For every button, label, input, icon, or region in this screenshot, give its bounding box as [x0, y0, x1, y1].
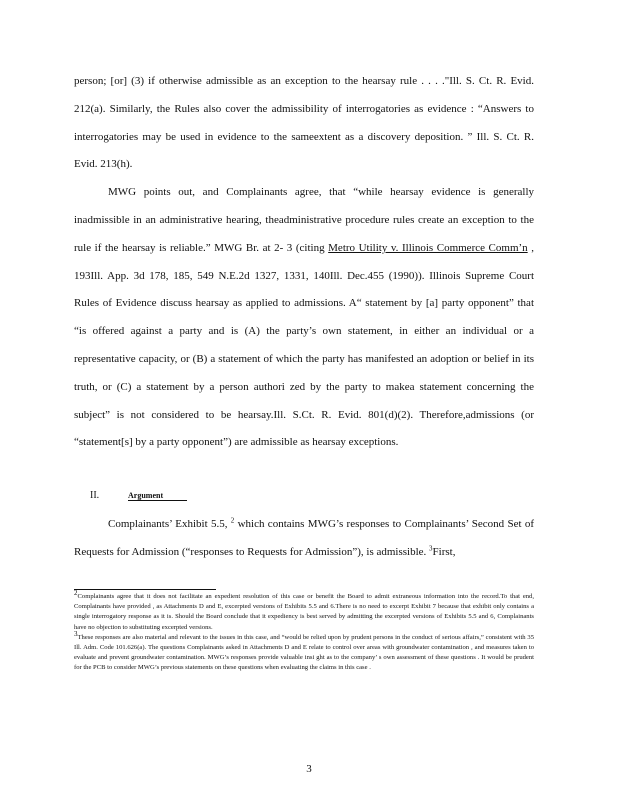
- body-text: [74, 68, 534, 457]
- footnotes: [74, 588, 534, 674]
- footnote-divider: [74, 589, 216, 590]
- footnote-ref-3: 3: [429, 544, 433, 553]
- footnote-3-text: These responses are also material and relevant to the issues in this case, and “would be relied upon by prudent persons in the conduct of serious affairs,” consistent with 35 Ill. Adm. Code 101.626(a). The questions Complainants asked in Attachments D and E relate to control over areas with groundwater contamination , and measures taken to evaluate and prevent groundwater contamination. MWG’s responses provide valuable insi ght as to the company’ s own assessment of these questions . It would be prudent for the PCB to consider MWG’s previous statements on these questions when evaluating the claims in this case .: [74, 633, 534, 672]
- argument-text: [74, 511, 534, 567]
- footnote-mark-2: 2: [74, 588, 78, 597]
- paragraph-text-b: , 193Ill. App. 3d 178, 185, 549 N.E.2d 1327, 1331, 140Ill. Dec.455 (1990)). Illinois Supreme Court Rules of Evidence discuss hearsay as applied to admissions. A“ statement by [a] party opponent” that “is offered against a party and is (A) the party’s own statement, in either an individual or a representative capacity, or (B) a statement of which the party has manifested an adoption or belief in its truth, or (C) a statement by a person authori zed by the party to makea statement concerning the subject” is not considered to be hearsay.Ill. S.Ct. R. Evid. 801(d)(2). Therefore,admissions (or “statement[s] by a party opponent”) are admissible as hearsay exceptions.: [74, 241, 534, 449]
- paragraph-text-a: MWG points out, and Complainants agree, that “while hearsay evidence is generally inadmissible in an administrative hearing, theadministrative procedure rules create an exception to the rule if the hearsay is reliable.” MWG Br. at 2- 3 (citing: [74, 186, 534, 254]
- paragraph-hearsay-exception: [74, 179, 534, 457]
- footnote-mark-3: 3: [74, 629, 78, 638]
- footnote-3: [74, 629, 534, 674]
- paragraph-text-d: which contains MWG’s responses to Complainants’ Second Set of Requests for Admission (“responses to Requests for Admission”), is admissible.: [74, 518, 534, 558]
- page-number: 3: [306, 763, 312, 775]
- paragraph-text-c: Complainants’ Exhibit 5.5,: [108, 518, 231, 530]
- footnote-ref-2: 2: [230, 516, 235, 525]
- case-citation: Metro Utility v. Illinois Commerce Comm’n: [328, 241, 528, 254]
- footnote-2-text: Complainants agree that it does not facilitate an expedient resolution of this case or benefit the Board to admit extraneous information into the record.To that end, Complainants have provided , as Attachments D and E, excerpted versions of Exhibits 5.5 and 6.There is no need to excerpt Exhibit 7 because that exhibit only contains a single interrogatory response as it is. Should the Board conclude that it expediency is best served by admitting the excerpted versions of Exhibits 5.5 and 6, Complainants have no objection to substituting excerpted versions.: [74, 593, 534, 631]
- section-number: II.: [90, 490, 100, 501]
- section-heading: [90, 488, 187, 504]
- paragraph-rule-212: person; [or] (3) if otherwise admissible as an exception to the hearsay rule . . . ."Ill. S. Ct. R. Evid. 212(a). Similarly, the Rules also cover the admissibility of interrogatories as evidence : “Answers to interrogatories may be used in evidence to the sameextent as a discovery deposition. ” Ill. S. Ct. R. Evid. 213(h).: [74, 75, 534, 171]
- footnote-2: [74, 588, 534, 633]
- paragraph-exhibit-55: [74, 511, 534, 567]
- paragraph-text-e: First,: [432, 545, 456, 558]
- section-title: Argument: [128, 491, 187, 501]
